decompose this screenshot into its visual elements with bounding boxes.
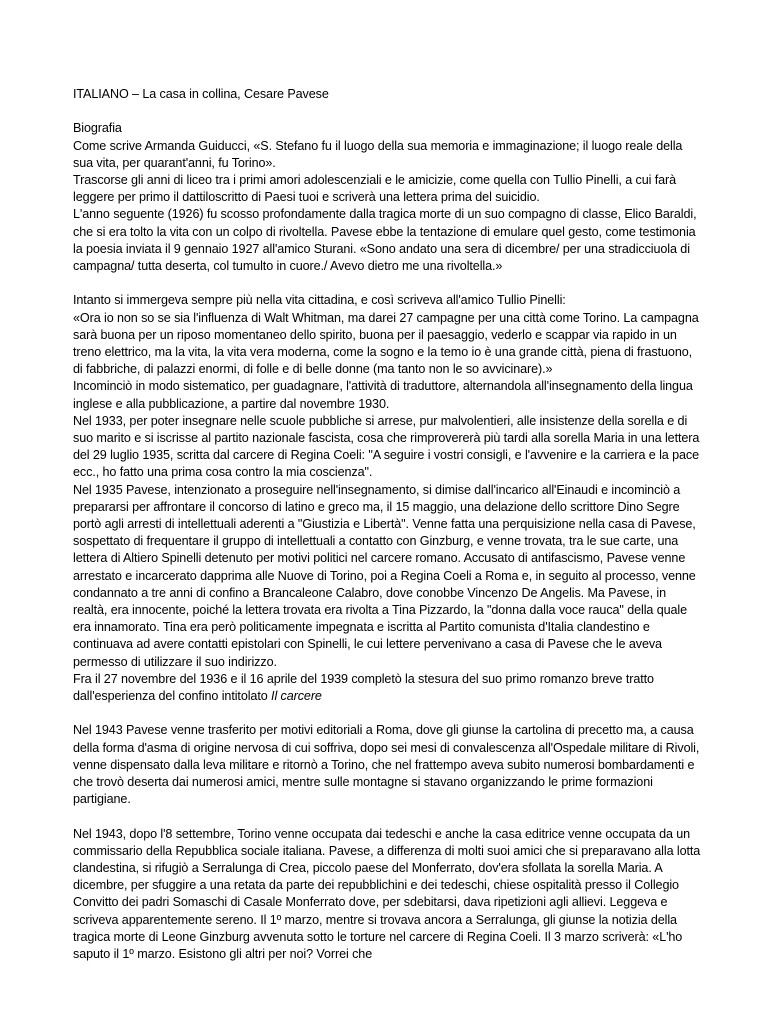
paragraph-1926: L'anno seguente (1926) fu scosso profondamente dalla tragica morte di un suo compagno di classe, Elico Baraldi, che si era tolto la vita con un colpo di rivoltella. Pavese ebbe la tentazione di emulare quel gesto, come testimonia la poesia inviata il 9 gennaio 1927 all'amico Sturani. «Sono andato una sera di dicembre/ per una stradicciuola di campagna/ tutta deserta, col tumulto in cuore./ Avevo dietro me una rivoltella.» [73, 207, 697, 274]
paragraph-1933: Nel 1933, per poter insegnare nelle scuole pubbliche si arrese, pur malvolentieri, alle insistenze della sorella e di suo marito e si iscrisse al partito nazionale fascista, cosa che rimprovererà più tardi alla sorella Maria in una lettera del 29 luglio 1935, scritta dal carcere di Regina Coeli: "A seguire i vostri consigli, e l'avvenire e la carriera e la pace ecc., ho fatto una prima cosa contro la mia coscienza". [73, 413, 700, 480]
paragraph-spacer [73, 275, 703, 292]
document-body [73, 86, 703, 963]
paragraph-quote-torino: «Ora io non so se sia l'influenza di Walt Whitman, ma darei 27 campagne per una città come Torino. La campagna sarà buona per un riposo momentaneo dello spirito, buona per il paesaggio, vederlo e scappar via rapido in un treno elettrico, ma la vita, la vita vera moderna, come la sogno e la temo io è una grande città, piena di frastuono, di fabbriche, di palazzi enormi, di folle e di belle donne (ma tanto non le so avvicinare).» [73, 310, 699, 377]
paragraph-vita-cittadina: Intanto si immergeva sempre più nella vita cittadina, e così scriveva all'amico Tullio Pinelli: [73, 293, 566, 308]
section-heading: Biografia [73, 121, 122, 136]
paragraph-1943-settembre: Nel 1943, dopo l'8 settembre, Torino venne occupata dai tedeschi e anche la casa editrice venne occupata da un commissario della Repubblica sociale italiana. Pavese, a differenza di molti suoi amici che si preparavano alla lotta clandestina, si rifugiò a Serralunga di Crea, piccolo paese del Monferrato, dov'era sfollata la sorella Maria. A dicembre, per sfuggire a una retata da parte dei repubblichini e dei tedeschi, chiese ospitalità presso il Collegio Convitto dei padri Somaschi di Casale Monferrato dove, per sdebitarsi, dava ripetizioni agli allievi. Leggeva e scriveva apparentemente sereno. Il 1º marzo, mentre si trovava ancora a Serralunga, gli giunse la notizia della tragica morte di Leone Ginzburg avvenuta sotto le torture nel carcere di Regina Coeli. Il 3 marzo scriverà: «L'ho saputo il 1º marzo. Esistono gli altri per noi? Vorrei che [73, 826, 701, 962]
paragraph-1943-roma: Nel 1943 Pavese venne trasferito per motivi editoriali a Roma, dove gli giunse la cartolina di precetto ma, a causa della forma d'asma di origine nervosa di cui soffriva, dopo sei mesi di convalescenza all'Ospedale militare di Rivoli, venne dispensato dalla leva militare e ritornò a Torino, che nel frattempo aveva subito numerosi bombardamenti e che trovò deserta dai numerosi amici, mentre sulle montagne si stavano organizzando le prime formazioni partigiane. [73, 723, 700, 807]
paragraph-spacer [73, 705, 703, 722]
paragraph-liceo: Trascorse gli anni di liceo tra i primi amori adolescenziali e le amicizie, come quella con Tullio Pinelli, a cui farà leggere per primo il dattiloscritto di Paesi tuoi e scriverà una lettera prima del suicidio. [73, 173, 676, 205]
document-title: ITALIANO – La casa in collina, Cesare Pavese [73, 87, 329, 101]
paragraph-traduttore: Incominciò in modo sistematico, per guadagnare, l'attività di traduttore, alternandola all'insegnamento della lingua inglese e alla pubblicazione, a partire dal novembre 1930. [73, 379, 693, 411]
paragraph-il-carcere [73, 671, 703, 705]
book-title-il-carcere: Il carcere [271, 689, 322, 704]
paragraph-1935: Nel 1935 Pavese, intenzionato a proseguire nell'insegnamento, si dimise dall'incarico all'Einaudi e incominciò a prepararsi per affrontare il concorso di latino e greco ma, il 15 maggio, una delazione dello scrittore Dino Segre portò agli arresti di intellettuali aderenti a "Giustizia e Libertà". Venne fatta una perquisizione nella casa di Pavese, sospettato di frequentare il gruppo di intellettuali a contatto con Ginzburg, e venne trovata, tra le sue carte, una lettera di Altiero Spinelli detenuto per motivi politici nel carcere romano. Accusato di antifascismo, Pavese venne arrestato e incarcerato dapprima alle Nuove di Torino, poi a Regina Coeli a Roma e, in seguito al processo, venne condannato a tre anni di confino a Brancaleone Calabro, dove conobbe Vincenzo De Angelis. Ma Pavese, in realtà, era innocente, poiché la lettera trovata era rivolta a Tina Pizzardo, la "donna dalla voce rauca" della quale era innamorato. Tina era però politicamente impegnata e iscritta al Partito comunista d'Italia clandestino e continuava ad avere contatti epistolari con Spinelli, le cui lettere pervenivano a casa di Pavese che le aveva permesso di utilizzare il suo indirizzo. [73, 482, 696, 669]
paragraph-guiducci: Come scrive Armanda Guiducci, «S. Stefano fu il luogo della sua memoria e immaginazione; il luogo reale della sua vita, per quarant'anni, fu Torino». [73, 138, 683, 170]
paragraph-spacer [73, 808, 703, 825]
paragraph-il-carcere-text: Fra il 27 novembre del 1936 e il 16 aprile del 1939 completò la stesura del suo primo romanzo breve tratto dall'esperienza del confino intitolato [73, 671, 654, 704]
